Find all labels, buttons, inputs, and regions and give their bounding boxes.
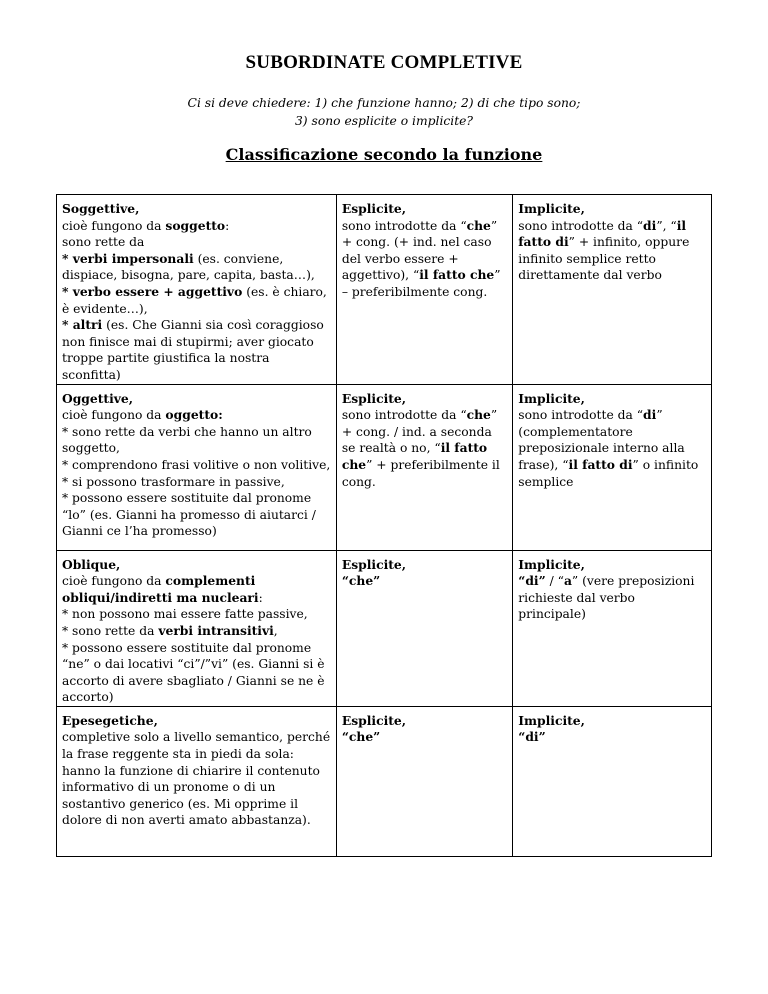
cell-paragraph — [62, 713, 331, 730]
explicit-text — [342, 557, 507, 590]
cell-paragraph — [342, 218, 507, 301]
function-cell — [57, 384, 337, 550]
bold-run: “di” — [518, 729, 546, 745]
classification-table — [56, 194, 712, 857]
cell-paragraph — [518, 557, 706, 574]
cell-paragraph — [62, 573, 331, 606]
bold-run: il fatto che — [341, 440, 488, 472]
bold-run: soggetto — [165, 217, 226, 233]
function-text — [62, 391, 331, 540]
text-run: cioè fungono da — [62, 218, 166, 233]
bold-run: a — [563, 573, 572, 589]
bold-run: Implicite, — [518, 390, 585, 406]
implicit-cell — [513, 706, 712, 856]
table-row — [57, 195, 712, 385]
implicit-cell — [513, 550, 712, 706]
subtitle-line-2: 3) sono esplicite o implicite? — [294, 113, 474, 128]
cell-paragraph — [62, 763, 331, 829]
text-run: ” + cong. (+ ind. nel caso del verbo essere + aggettivo), “ — [341, 218, 498, 283]
text-run: * sono rette da — [62, 623, 159, 638]
cell-paragraph — [62, 424, 331, 457]
cell-paragraph — [342, 201, 507, 218]
text-run: cioè fungono da — [62, 408, 166, 423]
text-run: cioè fungono da — [62, 574, 166, 589]
section-heading: Classificazione secondo la funzione — [225, 145, 543, 164]
cell-paragraph — [62, 407, 331, 424]
text-run: ” – preferibilmente cong. — [341, 268, 501, 299]
cell-paragraph — [518, 201, 706, 218]
function-text — [62, 713, 331, 829]
text-run: * sono rette da verbi che hanno un altro soggetto, — [62, 424, 312, 456]
explicit-text — [342, 201, 507, 301]
bold-run: Soggettive, — [62, 201, 140, 216]
bold-run: * altri — [62, 317, 103, 333]
implicit-text — [518, 713, 706, 746]
bold-run: “di” — [518, 573, 546, 589]
text-run: , — [273, 623, 278, 638]
text-run: ” o infinito semplice — [518, 457, 699, 489]
bold-run: Epesegetiche, — [62, 712, 158, 728]
cell-paragraph — [62, 218, 331, 235]
bold-run: che — [466, 407, 491, 423]
bold-run: oggetto: — [165, 407, 223, 423]
bold-run: * verbo essere + aggettivo — [62, 283, 243, 299]
bold-run: che — [466, 217, 491, 233]
cell-paragraph — [62, 284, 331, 317]
bold-run: Implicite, — [518, 712, 585, 728]
text-run: : — [258, 590, 263, 605]
text-run: * possono essere sostituite dal pronome “lo” (es. Gianni ha promesso di aiutarci / Gianni ce l’ha promesso) — [62, 491, 316, 539]
function-text — [62, 201, 331, 384]
cell-paragraph — [342, 729, 507, 746]
bold-run: il fatto di — [568, 456, 633, 472]
implicit-text — [518, 557, 706, 623]
implicit-text — [518, 391, 706, 491]
document-title: SUBORDINATE COMPLETIVE — [245, 52, 523, 73]
cell-paragraph — [62, 391, 331, 408]
cell-paragraph — [518, 573, 706, 623]
bold-run: il fatto che — [419, 267, 495, 283]
bold-run: di — [643, 407, 657, 423]
cell-paragraph — [62, 234, 331, 251]
cell-paragraph — [62, 490, 331, 540]
cell-paragraph — [62, 640, 331, 706]
bold-run: di — [643, 217, 657, 233]
implicit-cell — [513, 195, 712, 385]
bold-run: Esplicite, — [341, 201, 407, 216]
cell-paragraph — [62, 557, 331, 574]
text-run: sono introdotte da “ — [341, 408, 467, 423]
bold-run: “che” — [341, 573, 381, 589]
implicit-cell — [513, 384, 712, 550]
classification-table-body — [57, 195, 712, 857]
cell-paragraph — [342, 407, 507, 490]
table-row — [57, 706, 712, 856]
function-cell — [57, 550, 337, 706]
cell-paragraph — [518, 391, 706, 408]
explicit-cell — [336, 550, 512, 706]
explicit-cell — [336, 195, 512, 385]
text-run: (es. è chiaro, è evidente…), — [62, 284, 327, 316]
cell-paragraph — [342, 713, 507, 730]
cell-paragraph — [62, 317, 331, 383]
text-run: completive solo a livello semantico, perché la frase reggente sta in piedi da sola: — [62, 730, 331, 762]
cell-paragraph — [518, 407, 706, 490]
text-run: * si possono trasformare in passive, — [62, 474, 285, 489]
text-run: ” (complementatore preposizionale interno alla frase), “ — [518, 408, 685, 472]
bold-run: “che” — [341, 729, 381, 745]
explicit-cell — [336, 384, 512, 550]
table-row — [57, 384, 712, 550]
bold-run: Oblique, — [62, 556, 121, 572]
text-run: sono introdotte da “ — [518, 408, 644, 423]
bold-run: il fatto di — [518, 217, 687, 250]
cell-paragraph — [62, 729, 331, 762]
cell-paragraph — [62, 474, 331, 491]
cell-paragraph — [342, 573, 507, 590]
cell-paragraph — [62, 201, 331, 218]
cell-paragraph — [518, 218, 706, 284]
explicit-text — [342, 713, 507, 746]
text-run: * possono essere sostituite dal pronome “ne” o dai locativi “ci”/”vi” (es. Gianni si è accorto di avere sbagliato / Gianni se ne è accorto) — [62, 640, 325, 705]
bold-run: verbi intransitivi — [158, 622, 274, 638]
text-run: ” + infinito, oppure infinito semplice retto direttamente dal verbo — [518, 235, 690, 283]
cell-paragraph — [62, 623, 331, 640]
cell-paragraph — [518, 713, 706, 730]
bold-run: Oggettive, — [62, 390, 134, 406]
bold-run: Esplicite, — [341, 712, 407, 728]
text-run: (es. conviene, dispiace, bisogna, pare, capita, basta…), — [62, 251, 315, 283]
bold-run: Esplicite, — [341, 556, 407, 572]
text-run: ” + cong. / ind. a seconda se realtà o no, “ — [341, 408, 498, 456]
explicit-text — [342, 391, 507, 491]
text-run: ” (vere preposizioni richieste dal verbo principale) — [518, 574, 695, 622]
cell-paragraph — [342, 557, 507, 574]
cell-paragraph — [62, 457, 331, 474]
bold-run: Esplicite, — [341, 390, 407, 406]
function-text — [62, 557, 331, 706]
function-cell — [57, 195, 337, 385]
text-run: sono introdotte da “ — [518, 218, 644, 233]
text-run: ” + preferibilmente il cong. — [341, 457, 500, 489]
document-subtitle — [0, 95, 768, 130]
cell-paragraph — [62, 251, 331, 284]
text-run: : — [225, 218, 230, 233]
text-run: sono rette da — [62, 235, 145, 250]
text-run: hanno la funzione di chiarire il contenuto informativo di un pronome o di un sostantivo generico (es. Mi opprime il dolore di non averti amato abbastanza). — [62, 763, 320, 828]
bold-run: Implicite, — [518, 201, 585, 216]
implicit-text — [518, 201, 706, 284]
cell-paragraph — [342, 391, 507, 408]
text-run: sono introdotte da “ — [341, 218, 467, 233]
bold-run: complementi obliqui/indiretti ma nucleari — [62, 573, 259, 605]
text-run: ”, “ — [656, 218, 677, 233]
text-run: / “ — [545, 574, 564, 589]
table-row — [57, 550, 712, 706]
function-cell — [57, 706, 337, 856]
cell-paragraph — [518, 729, 706, 746]
cell-paragraph — [62, 606, 331, 623]
bold-run: * verbi impersonali — [62, 250, 194, 266]
bold-run: Implicite, — [518, 556, 585, 572]
subtitle-line-1: Ci si deve chiedere: 1) che funzione hanno; 2) di che tipo sono; — [187, 96, 581, 110]
text-run: (es. Che Gianni sia così coraggioso non finisce mai di stupirmi; aver giocato troppe partite giustifica la nostra sconfitta) — [62, 318, 324, 382]
text-run: * non possono mai essere fatte passive, — [62, 607, 308, 622]
text-run: * comprendono frasi volitive o non volitive, — [62, 457, 331, 472]
explicit-cell — [336, 706, 512, 856]
